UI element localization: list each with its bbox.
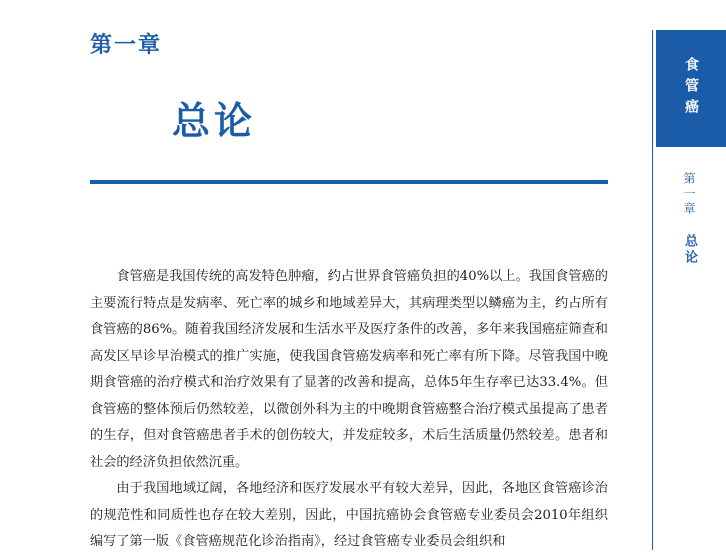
sidebar-chapter-label: 第一章 (682, 172, 696, 217)
chapter-title: 总论 (172, 99, 257, 143)
sidebar-section-tab (656, 30, 726, 147)
title-divider (90, 180, 608, 184)
sidebar-chapter-marker (680, 172, 699, 266)
body-text (90, 264, 608, 556)
sidebar-chapter-title: 总论 (682, 233, 697, 266)
sidebar-tab-label: 食管癌 (683, 57, 699, 120)
chapter-label: 第一章 (90, 33, 163, 58)
sidebar-divider (652, 30, 653, 550)
paragraph: 食管癌是我国传统的高发特色肿瘤，约占世界食管癌负担的40%以上。我国食管癌的主要流行特点是发病率、死亡率的城乡和地域差异大，其病理类型以鳞癌为主，约占所有食管癌的86%。随着我国经济发展和生活水平及医疗条件的改善，多年来我国癌症筛查和高发区早诊早治模式的推广实施，使我国食管癌发病率和死亡率有所下降。尽管我国中晚期食管癌的治疗模式和治疗效果有了显著的改善和提高，总体5年生存率已达33.4%。但食管癌的整体预后仍然较差，以微创外科为主的中晚期食管癌整合治疗模式虽提高了患者的生存，但对食管癌患者手术的创伤较大，并发症较多，术后生活质量仍然较差。患者和社会的经济负担依然沉重。 (90, 269, 608, 470)
paragraph: 由于我国地域辽阔，各地经济和医疗发展水平有较大差异，因此，各地区食管癌诊治的规范性和同质性也存在较大差别，因此，中国抗癌协会食管癌专业委员会2010年组织编写了第一版《食管癌规范化诊治指南》，经过食管癌专业委员会组织和 (90, 481, 608, 549)
